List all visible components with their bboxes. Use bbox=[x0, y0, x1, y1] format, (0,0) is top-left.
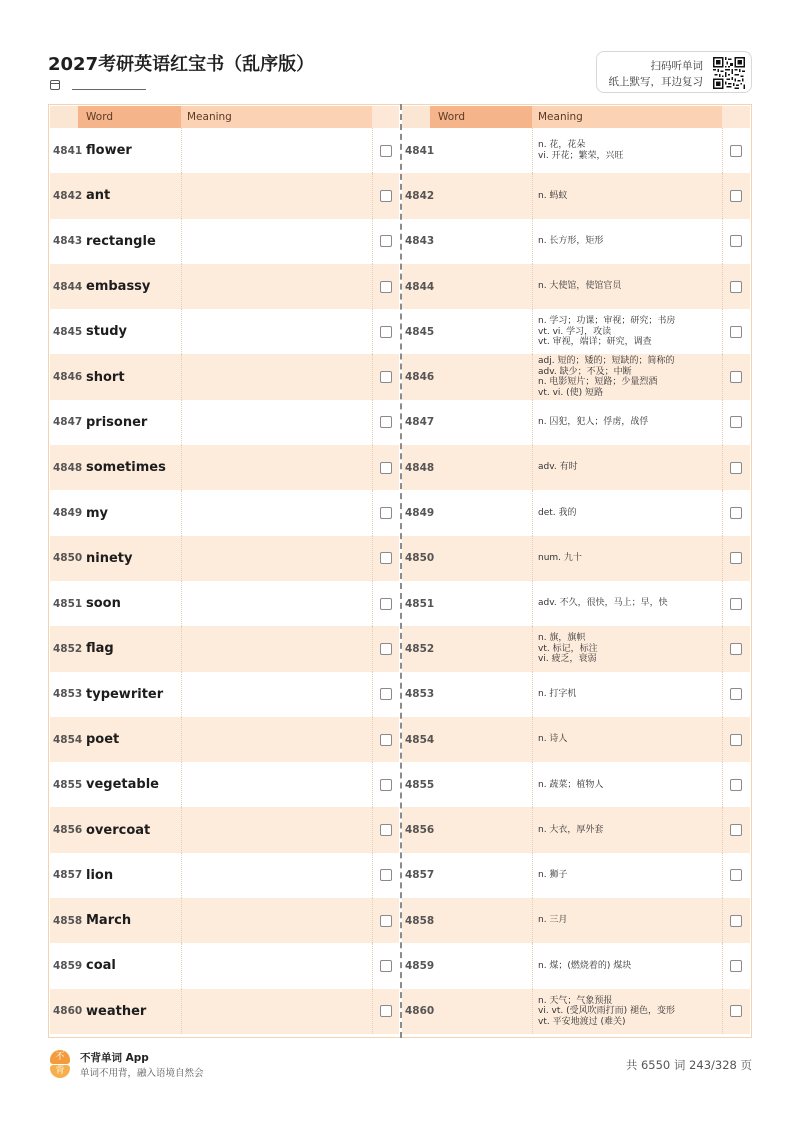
column-rule bbox=[372, 445, 373, 490]
column-rule bbox=[722, 581, 723, 626]
column-rule bbox=[722, 400, 723, 445]
column-rule bbox=[181, 219, 182, 264]
column-rule bbox=[722, 717, 723, 762]
row-checkbox[interactable] bbox=[380, 235, 392, 247]
column-rule bbox=[722, 853, 723, 898]
column-rule bbox=[372, 354, 373, 399]
column-rule bbox=[722, 490, 723, 535]
column-rule bbox=[372, 672, 373, 717]
column-rule bbox=[532, 717, 533, 762]
row-word: typewriter bbox=[86, 686, 164, 702]
row-number: 4851 bbox=[53, 597, 83, 610]
row-number: 4859 bbox=[53, 959, 83, 972]
row-checkbox[interactable] bbox=[730, 462, 742, 474]
column-rule bbox=[181, 581, 182, 626]
row-word: March bbox=[86, 913, 132, 929]
column-rule bbox=[181, 989, 182, 1034]
header-check bbox=[722, 106, 750, 128]
row-word: ninety bbox=[86, 550, 133, 566]
table-row bbox=[402, 219, 750, 264]
column-rule bbox=[722, 445, 723, 490]
column-rule bbox=[181, 445, 182, 490]
column-rule bbox=[722, 173, 723, 218]
row-checkbox[interactable] bbox=[730, 281, 742, 293]
column-rule bbox=[722, 989, 723, 1034]
row-number: 4860 bbox=[53, 1005, 83, 1018]
table-row bbox=[50, 672, 399, 717]
column-rule bbox=[372, 173, 373, 218]
date-field bbox=[50, 80, 146, 90]
table-row bbox=[402, 264, 750, 309]
table-row bbox=[50, 490, 399, 535]
column-rule bbox=[722, 354, 723, 399]
row-checkbox[interactable] bbox=[380, 462, 392, 474]
column-rule bbox=[372, 219, 373, 264]
row-meaning: n. 打字机 bbox=[538, 688, 577, 699]
table-row bbox=[50, 989, 399, 1034]
column-rule bbox=[532, 128, 533, 173]
column-rule bbox=[722, 264, 723, 309]
table-row bbox=[50, 853, 399, 898]
row-word: flower bbox=[86, 143, 132, 159]
column-rule bbox=[722, 626, 723, 671]
row-number: 4841 bbox=[53, 144, 83, 157]
column-rule bbox=[722, 762, 723, 807]
row-checkbox[interactable] bbox=[380, 190, 392, 202]
table-row bbox=[50, 445, 399, 490]
qr-audio-card[interactable] bbox=[596, 51, 752, 93]
column-rule bbox=[722, 309, 723, 354]
row-meaning: n. 旗，旗帜 vt. 标记，标注 vi. 疲乏，衰弱 bbox=[538, 633, 598, 665]
row-checkbox[interactable] bbox=[730, 507, 742, 519]
app-logo bbox=[50, 1050, 72, 1076]
column-rule bbox=[372, 989, 373, 1034]
table-row bbox=[402, 354, 750, 399]
table-row bbox=[50, 581, 399, 626]
table-row bbox=[402, 807, 750, 852]
column-rule bbox=[372, 717, 373, 762]
row-word: rectangle bbox=[86, 233, 156, 249]
row-word: ant bbox=[86, 188, 111, 204]
row-word: prisoner bbox=[86, 414, 148, 430]
table-row bbox=[402, 898, 750, 943]
column-rule bbox=[372, 264, 373, 309]
row-meaning: n. 天气；气象预报 vi. vt. (受风吹雨打而) 褪色，变形 vt. 平安地渡过 (难关) bbox=[538, 995, 676, 1027]
qr-code-icon[interactable] bbox=[713, 57, 745, 89]
column-rule bbox=[181, 626, 182, 671]
table-row bbox=[402, 853, 750, 898]
row-word: embassy bbox=[86, 279, 151, 295]
column-rule bbox=[532, 626, 533, 671]
row-number: 4843 bbox=[405, 235, 435, 248]
column-rule bbox=[722, 128, 723, 173]
row-meaning: n. 狮子 bbox=[538, 870, 568, 881]
row-number: 4842 bbox=[53, 189, 83, 202]
row-checkbox[interactable] bbox=[730, 416, 742, 428]
column-rule bbox=[532, 219, 533, 264]
row-number: 4846 bbox=[405, 371, 435, 384]
row-checkbox[interactable] bbox=[730, 869, 742, 881]
row-checkbox[interactable] bbox=[380, 371, 392, 383]
row-checkbox[interactable] bbox=[730, 326, 742, 338]
row-number: 4855 bbox=[53, 778, 83, 791]
row-checkbox[interactable] bbox=[730, 915, 742, 927]
row-number: 4845 bbox=[405, 325, 435, 338]
table-row bbox=[402, 943, 750, 988]
column-rule bbox=[532, 354, 533, 399]
row-number: 4842 bbox=[405, 189, 435, 202]
column-rule bbox=[532, 445, 533, 490]
column-rule bbox=[532, 400, 533, 445]
row-number: 4858 bbox=[405, 914, 435, 927]
page-info: 共 6550 词 243/328 页 bbox=[625, 1058, 752, 1072]
column-rule bbox=[532, 264, 533, 309]
row-checkbox[interactable] bbox=[730, 1005, 742, 1017]
row-checkbox[interactable] bbox=[380, 734, 392, 746]
column-rule bbox=[372, 490, 373, 535]
row-checkbox[interactable] bbox=[730, 960, 742, 972]
row-number: 4855 bbox=[405, 778, 435, 791]
row-meaning: n. 囚犯，犯人；俘虏，战俘 bbox=[538, 417, 649, 428]
row-checkbox[interactable] bbox=[730, 688, 742, 700]
table-row bbox=[402, 672, 750, 717]
row-number: 4849 bbox=[53, 507, 83, 520]
row-meaning: det. 我的 bbox=[538, 507, 577, 518]
row-number: 4847 bbox=[53, 416, 83, 429]
column-rule bbox=[532, 943, 533, 988]
table-row bbox=[402, 717, 750, 762]
row-word: short bbox=[86, 369, 125, 385]
row-number: 4858 bbox=[53, 914, 83, 927]
row-word: flag bbox=[86, 641, 114, 657]
table-row bbox=[402, 762, 750, 807]
page-title: 2027考研英语红宝书（乱序版） bbox=[48, 54, 315, 75]
table-row bbox=[50, 219, 399, 264]
table-row bbox=[50, 264, 399, 309]
meaning-column-half bbox=[402, 106, 750, 1034]
column-rule bbox=[372, 807, 373, 852]
row-number: 4850 bbox=[405, 552, 435, 565]
row-meaning: num. 九十 bbox=[538, 553, 582, 564]
table-row bbox=[50, 626, 399, 671]
qr-caption-line1: 扫码听单词 bbox=[650, 60, 703, 72]
word-column-half bbox=[50, 106, 399, 1034]
row-meaning: n. 大衣，厚外套 bbox=[538, 824, 604, 835]
column-rule bbox=[532, 581, 533, 626]
row-checkbox[interactable] bbox=[730, 824, 742, 836]
row-checkbox[interactable] bbox=[730, 779, 742, 791]
column-rule bbox=[532, 853, 533, 898]
row-checkbox[interactable] bbox=[380, 416, 392, 428]
header-word: Word bbox=[78, 106, 181, 128]
column-rule bbox=[722, 672, 723, 717]
row-meaning: n. 蚂蚁 bbox=[538, 190, 568, 201]
row-number: 4857 bbox=[53, 869, 83, 882]
row-checkbox[interactable] bbox=[380, 552, 392, 564]
row-number: 4852 bbox=[405, 642, 435, 655]
column-rule bbox=[372, 626, 373, 671]
row-word: poet bbox=[86, 732, 120, 747]
table-row bbox=[402, 536, 750, 581]
table-row bbox=[402, 128, 750, 173]
row-number: 4857 bbox=[405, 869, 435, 882]
column-rule bbox=[372, 400, 373, 445]
column-rule bbox=[181, 400, 182, 445]
row-number: 4854 bbox=[53, 733, 83, 746]
app-slogan: 单词不用背，融入语境自然会 bbox=[80, 1068, 204, 1079]
column-rule bbox=[722, 219, 723, 264]
column-rule bbox=[722, 943, 723, 988]
row-number: 4859 bbox=[405, 959, 435, 972]
row-checkbox[interactable] bbox=[730, 190, 742, 202]
calendar-icon bbox=[50, 80, 60, 90]
row-meaning: adv. 不久，很快，马上；早，快 bbox=[538, 598, 668, 609]
row-checkbox[interactable] bbox=[730, 552, 742, 564]
column-rule bbox=[532, 490, 533, 535]
row-number: 4853 bbox=[405, 688, 435, 701]
row-meaning: n. 花，花朵 vi. 开花；繁荣，兴旺 bbox=[538, 140, 624, 161]
column-rule bbox=[722, 898, 723, 943]
row-checkbox[interactable] bbox=[730, 235, 742, 247]
header-check bbox=[372, 106, 399, 128]
row-meaning: adj. 短的；矮的；短缺的；简称的 adv. 缺少；不及；中断 n. 电影短片；短路；少量烈酒 vt. vi. (使) 短路 bbox=[538, 356, 675, 398]
column-rule bbox=[181, 717, 182, 762]
logo-bottom-glyph: 背 bbox=[50, 1065, 70, 1078]
row-checkbox[interactable] bbox=[380, 145, 392, 157]
logo-top-glyph: 不 bbox=[50, 1050, 70, 1064]
column-rule bbox=[372, 762, 373, 807]
meaning-rows bbox=[402, 128, 750, 1034]
row-number: 4841 bbox=[405, 144, 435, 157]
row-number: 4854 bbox=[405, 733, 435, 746]
row-number: 4846 bbox=[53, 371, 83, 384]
row-checkbox[interactable] bbox=[380, 779, 392, 791]
column-rule bbox=[181, 264, 182, 309]
table-row bbox=[50, 762, 399, 807]
column-rule bbox=[181, 309, 182, 354]
row-checkbox[interactable] bbox=[730, 598, 742, 610]
row-word: overcoat bbox=[86, 822, 151, 838]
row-checkbox[interactable] bbox=[730, 371, 742, 383]
row-word: sometimes bbox=[86, 460, 166, 476]
header-meaning: Meaning bbox=[181, 106, 372, 128]
column-rule bbox=[181, 128, 182, 173]
column-rule bbox=[181, 853, 182, 898]
row-checkbox[interactable] bbox=[380, 869, 392, 881]
row-meaning: n. 诗人 bbox=[538, 734, 568, 745]
row-checkbox[interactable] bbox=[380, 281, 392, 293]
table-row bbox=[50, 536, 399, 581]
word-rows bbox=[50, 128, 399, 1034]
row-word: vegetable bbox=[86, 777, 159, 793]
column-rule bbox=[181, 762, 182, 807]
column-rule bbox=[532, 536, 533, 581]
row-number: 4848 bbox=[405, 461, 435, 474]
table-header bbox=[50, 106, 399, 128]
column-rule bbox=[532, 309, 533, 354]
column-rule bbox=[181, 672, 182, 717]
table-row bbox=[402, 173, 750, 218]
row-word: coal bbox=[86, 958, 116, 974]
row-number: 4848 bbox=[53, 461, 83, 474]
row-word: weather bbox=[86, 1003, 147, 1019]
column-rule bbox=[181, 173, 182, 218]
row-number: 4847 bbox=[405, 416, 435, 429]
row-meaning: adv. 有时 bbox=[538, 462, 578, 473]
table-row bbox=[402, 400, 750, 445]
table-row bbox=[50, 400, 399, 445]
row-checkbox[interactable] bbox=[730, 734, 742, 746]
row-meaning: n. 大使馆，使馆官员 bbox=[538, 281, 622, 292]
column-rule bbox=[532, 807, 533, 852]
row-word: my bbox=[86, 505, 109, 521]
table-row bbox=[50, 173, 399, 218]
row-checkbox[interactable] bbox=[730, 643, 742, 655]
row-checkbox[interactable] bbox=[380, 643, 392, 655]
column-rule bbox=[372, 853, 373, 898]
row-checkbox[interactable] bbox=[380, 960, 392, 972]
row-number: 4843 bbox=[53, 235, 83, 248]
table-row bbox=[402, 626, 750, 671]
column-rule bbox=[181, 943, 182, 988]
column-rule bbox=[532, 672, 533, 717]
row-word: soon bbox=[86, 596, 121, 612]
table-row bbox=[402, 309, 750, 354]
row-number: 4853 bbox=[53, 688, 83, 701]
column-rule bbox=[722, 807, 723, 852]
table-row bbox=[402, 445, 750, 490]
row-checkbox[interactable] bbox=[380, 824, 392, 836]
header-meaning: Meaning bbox=[532, 106, 722, 128]
row-meaning: n. 长方形，矩形 bbox=[538, 235, 604, 246]
column-rule bbox=[372, 898, 373, 943]
row-meaning: n. 蔬菜；植物人 bbox=[538, 779, 604, 790]
row-meaning: n. 三月 bbox=[538, 915, 568, 926]
row-checkbox[interactable] bbox=[380, 598, 392, 610]
row-word: lion bbox=[86, 867, 114, 883]
row-number: 4845 bbox=[53, 325, 83, 338]
row-checkbox[interactable] bbox=[380, 326, 392, 338]
table-row bbox=[50, 128, 399, 173]
column-rule bbox=[181, 490, 182, 535]
table-row bbox=[50, 309, 399, 354]
column-rule bbox=[181, 354, 182, 399]
row-number: 4860 bbox=[405, 1005, 435, 1018]
row-checkbox[interactable] bbox=[730, 145, 742, 157]
column-rule bbox=[532, 898, 533, 943]
table-row bbox=[402, 490, 750, 535]
row-checkbox[interactable] bbox=[380, 507, 392, 519]
table-row bbox=[50, 354, 399, 399]
date-blank-line bbox=[72, 89, 146, 90]
column-rule bbox=[181, 898, 182, 943]
row-meaning: n. 煤；(燃烧着的) 煤块 bbox=[538, 960, 632, 971]
row-word: study bbox=[86, 324, 127, 340]
table-row bbox=[402, 581, 750, 626]
column-rule bbox=[181, 807, 182, 852]
qr-caption bbox=[609, 58, 704, 90]
table-row bbox=[402, 989, 750, 1034]
column-rule bbox=[372, 309, 373, 354]
column-rule bbox=[532, 762, 533, 807]
row-number: 4852 bbox=[53, 642, 83, 655]
table-row bbox=[50, 898, 399, 943]
qr-caption-line2: 纸上默写，耳边复习 bbox=[608, 76, 703, 88]
row-number: 4844 bbox=[53, 280, 83, 293]
column-rule bbox=[532, 173, 533, 218]
row-checkbox[interactable] bbox=[380, 688, 392, 700]
table-row bbox=[50, 717, 399, 762]
table-header bbox=[402, 106, 750, 128]
app-name: 不背单词 App bbox=[80, 1052, 149, 1064]
table-row bbox=[50, 943, 399, 988]
row-number: 4850 bbox=[53, 552, 83, 565]
column-rule bbox=[372, 581, 373, 626]
column-rule bbox=[532, 989, 533, 1034]
table-row bbox=[50, 807, 399, 852]
row-number: 4856 bbox=[405, 824, 435, 837]
row-number: 4856 bbox=[53, 824, 83, 837]
column-rule bbox=[372, 128, 373, 173]
row-number: 4844 bbox=[405, 280, 435, 293]
row-number: 4851 bbox=[405, 597, 435, 610]
row-checkbox[interactable] bbox=[380, 915, 392, 927]
row-meaning: n. 学习；功课；审视；研究；书房 vt. vi. 学习，攻读 vt. 审视，端详；研究，调查 bbox=[538, 316, 676, 348]
row-number: 4849 bbox=[405, 507, 435, 520]
row-checkbox[interactable] bbox=[380, 1005, 392, 1017]
column-rule bbox=[372, 943, 373, 988]
column-rule bbox=[722, 536, 723, 581]
column-rule bbox=[181, 536, 182, 581]
column-rule bbox=[372, 536, 373, 581]
header-word: Word bbox=[430, 106, 532, 128]
